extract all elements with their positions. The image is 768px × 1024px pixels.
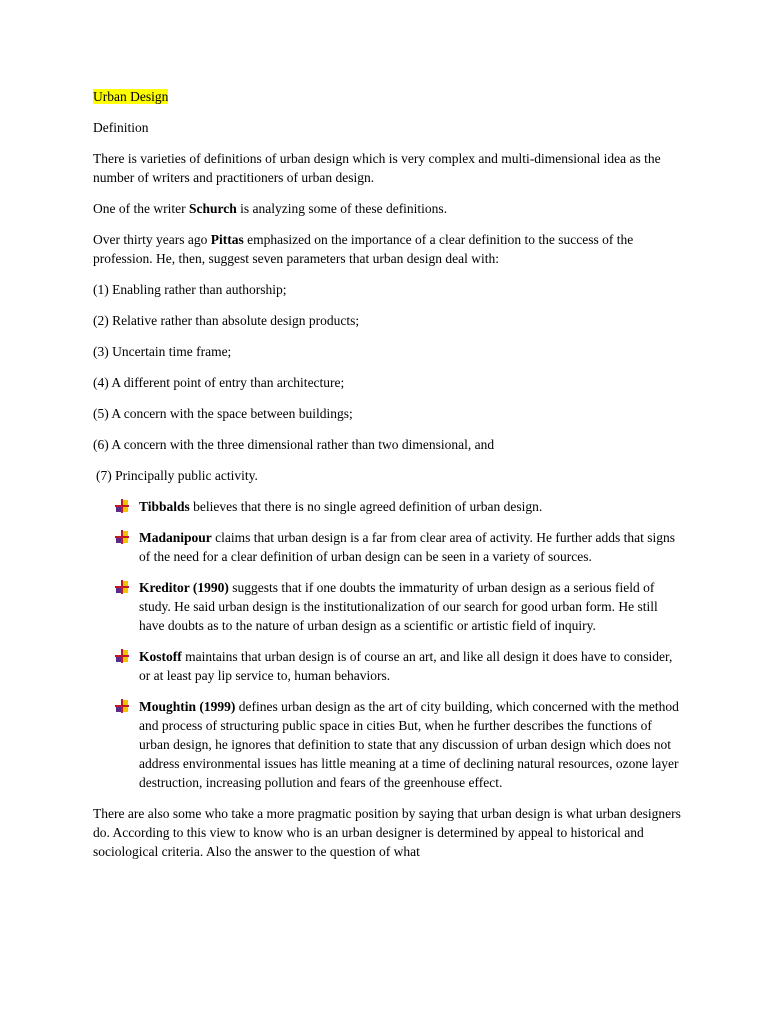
intro-paragraph: There is varieties of definitions of urban design which is very complex and multi-dimensional idea as the number of writers and practitioners of urban design. [93,151,661,185]
arrow-bullet-icon [115,580,129,594]
author-description: claims that urban design is a far from clear area of activity. He further adds that signs of the need for a clear definition of urban design can be seen in a variety of sources. [139,530,675,564]
arrow-bullet-icon [115,699,129,713]
document-page [93,86,683,873]
arrow-bullet-icon [115,530,129,544]
parameter-5: (5) A concern with the space between buildings; [93,406,353,421]
author-bullet-list [93,497,683,792]
list-item [93,497,683,516]
parameter-3: (3) Uncertain time frame; [93,344,232,359]
author-description: defines urban design as the art of city building, which concerned with the method and process of structuring public space in cities But, when he further describes the functions of urban design, he ignores that definition to state that any discussion of urban design which does not address environmental issues has little meaning at a time of declining natural resources, ozone layer destruction, increasing pollution and fears of the greenhouse effect. [139,699,679,790]
author-description: maintains that urban design is of course an art, and like all design it does have to consider, or at least pay lip service to, human behaviors. [139,649,673,683]
document-title: Urban Design [93,89,169,104]
author-name: Kreditor (1990) [139,580,229,595]
pittas-paragraph: Over thirty years ago Pittas emphasized on the importance of a clear definition to the success of the profession. He, then, suggest seven parameters that urban design deal with: [93,232,634,266]
list-item [93,578,683,635]
parameter-7: (7) Principally public activity. [96,468,258,483]
author-schurch: Schurch [188,201,237,216]
author-description: suggests that if one doubts the immaturity of urban design as a serious field of study. He said urban design is the institutionalization of our search for good urban form. He still have doubts as to the nature of urban design as a scientific or artistic field of inquiry. [139,580,658,633]
parameter-1: (1) Enabling rather than authorship; [93,282,287,297]
author-name: Moughtin (1999) [139,699,236,714]
author-name: Madanipour [139,530,212,545]
schurch-paragraph: One of the writer Schurch is analyzing some of these definitions. [93,201,448,216]
list-item [93,647,683,685]
document-title-line [93,86,683,106]
parameter-6: (6) A concern with the three dimensional rather than two dimensional, and [93,437,495,452]
parameter-4: (4) A different point of entry than architecture; [93,375,345,390]
arrow-bullet-icon [115,499,129,513]
author-name: Kostoff [139,649,182,664]
closing-paragraph: There are also some who take a more pragmatic position by saying that urban design is what urban designers do. According to this view to know who is an urban designer is determined by appeal to historical and sociological criteria. Also the answer to the question of what [93,806,681,859]
author-description: believes that there is no single agreed definition of urban design. [189,499,543,514]
author-name: Tibbalds [139,499,190,514]
list-item [93,528,683,566]
arrow-bullet-icon [115,649,129,663]
list-item [93,697,683,792]
parameter-2: (2) Relative rather than absolute design products; [93,313,360,328]
author-pittas: Pittas [210,232,244,247]
definition-heading: Definition [93,120,149,135]
